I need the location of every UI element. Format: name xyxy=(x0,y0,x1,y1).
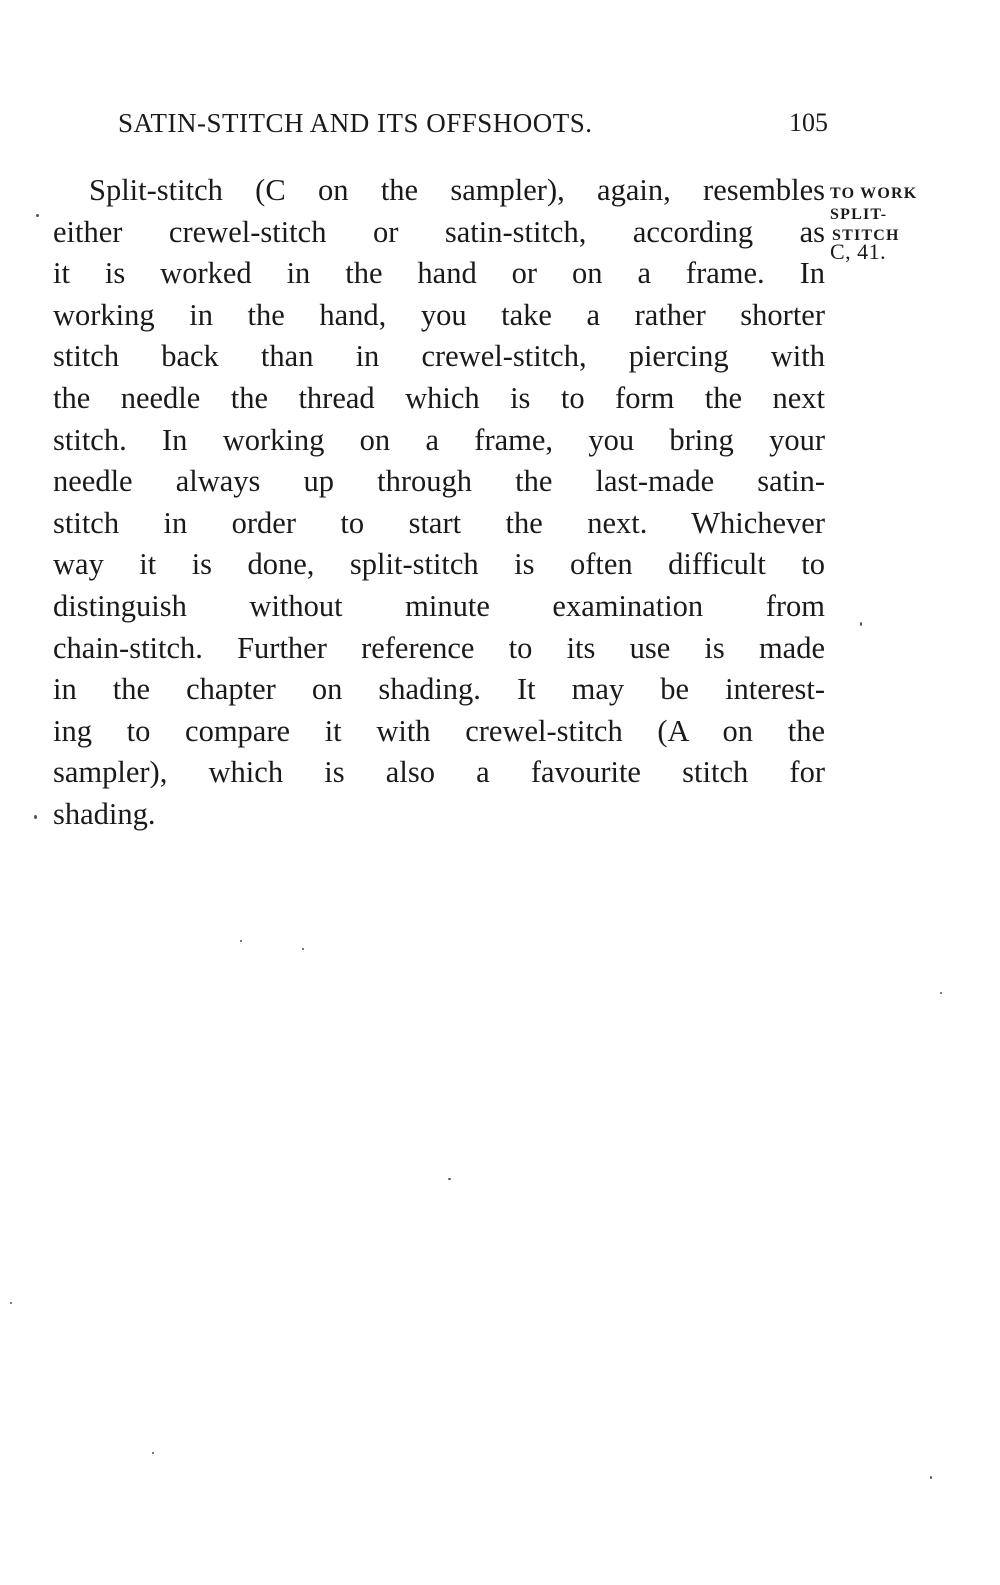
body-line: stitch. In working on a frame, you bring your xyxy=(53,422,825,457)
body-line: working in the hand, you take a rather shorter xyxy=(53,297,825,332)
body-line: way it is done, split-stitch is often difficult to xyxy=(53,547,825,582)
body-line: stitch in order to start the next. Whichever xyxy=(53,505,825,540)
scan-speck xyxy=(448,1178,451,1180)
body-line: needle always up through the last-made satin- xyxy=(53,464,825,499)
scan-speck xyxy=(36,214,39,217)
body-line: shading. xyxy=(53,796,156,831)
scan-speck xyxy=(240,940,242,942)
body-line: either crewel-stitch or satin-stitch, according as xyxy=(53,214,825,249)
scan-speck xyxy=(940,992,942,994)
marginal-note-line: STITCH xyxy=(832,227,900,244)
body-line: ing to compare it with crewel-stitch (A on the xyxy=(53,713,825,748)
running-head xyxy=(118,103,828,143)
body-line: it is worked in the hand or on a frame. In xyxy=(53,256,825,291)
body-line: chain-stitch. Further reference to its use is made xyxy=(53,630,825,665)
scan-speck xyxy=(302,948,304,950)
scan-speck xyxy=(930,1476,932,1479)
body-line: in the chapter on shading. It may be interest- xyxy=(53,672,825,707)
marginal-note-reference: C, 41. xyxy=(830,239,887,264)
marginal-note-line: TO WORK xyxy=(830,185,918,202)
page-number: 105 xyxy=(789,108,828,137)
body-paragraph xyxy=(53,170,825,836)
scan-speck xyxy=(860,622,862,626)
running-title: SATIN-STITCH AND ITS OFFSHOOTS. xyxy=(118,108,593,138)
scan-speck xyxy=(10,1302,12,1304)
marginal-note xyxy=(830,183,965,264)
scan-speck xyxy=(34,815,37,819)
body-line: the needle the thread which is to form the next xyxy=(53,380,825,415)
scan-speck xyxy=(152,1452,154,1454)
body-line: distinguish without minute examination from xyxy=(53,588,825,623)
body-line: stitch back than in crewel-stitch, piercing with xyxy=(53,339,825,374)
body-line: sampler), which is also a favourite stitch for xyxy=(53,755,825,790)
body-line: Split-stitch (C on the sampler), again, resembles xyxy=(89,173,825,207)
marginal-note-line: SPLIT- xyxy=(830,206,888,223)
